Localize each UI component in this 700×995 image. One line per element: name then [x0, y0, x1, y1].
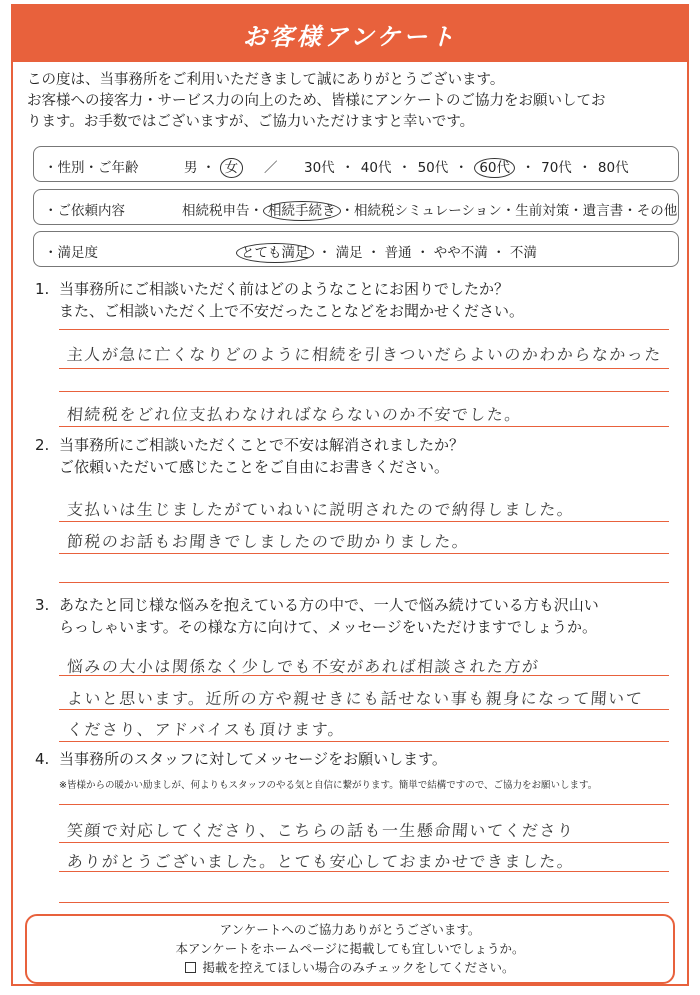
question-1 — [35, 278, 681, 322]
question-1-number: 1. — [35, 280, 50, 298]
answer-1-text-1: 主人が急に亡くなりどのように相続を引きついだらよいのかわからなかった — [66, 345, 663, 364]
gender-options — [184, 156, 243, 176]
gender-female-selected[interactable]: 女 — [220, 158, 244, 178]
title-bar — [13, 6, 687, 62]
question-3-line-1: あなたと同じ様な悩みを抱えている方の中で、一人で悩み続けている方も沢山い — [59, 596, 599, 614]
footer-line-3: 掲載を控えてほしい場合のみチェックをしてください。 — [202, 960, 515, 975]
question-3-line-2: らっしゃいます。その様な方に向けて、メッセージをいただけますでしょうか。 — [59, 618, 598, 636]
answer-4-text-1: 笑顔で対応してくださり、こちらの話も一生懸命聞いてくださり — [66, 821, 576, 840]
answer-2-text-2: 節税のお話もお聞きでしましたので助かりました。 — [66, 532, 471, 551]
answer-2-text-1: 支払いは生じましたがていねいに説明されたので納得しました。 — [66, 500, 576, 519]
page-title: お客様アンケート — [242, 22, 458, 51]
gender-separator: ・ — [201, 160, 216, 176]
gender-age-label: ・性別・ご年齢 — [44, 160, 139, 176]
gender-male[interactable]: 男 — [184, 160, 198, 176]
consent-checkbox[interactable] — [185, 962, 196, 973]
request-opt-others[interactable]: 相続税シミュレーション・生前対策・遺言書・その他 — [354, 203, 678, 219]
answer-1-text-2: 相続税をどれ位支払わなければならないのか不安でした。 — [66, 405, 523, 424]
satisfaction-very-satisfied-selected[interactable]: とても満足 — [236, 243, 314, 263]
answer-3-text-3: くださり、アドバイスも頂けます。 — [66, 720, 346, 739]
question-4-line-1: 当事務所のスタッフに対してメッセージをお願いします。 — [59, 750, 447, 768]
question-1-line-1: 当事務所にご相談いただく前はどのようなことにお困りでしたか？ — [59, 280, 510, 298]
question-1-line-2: また、ご相談いただく上で不安だったことなどをお聞かせください。 — [59, 302, 525, 320]
footer-line-2: 本アンケートをホームページに掲載しても宜しいでしょうか。 — [175, 941, 525, 956]
survey-sheet — [11, 4, 689, 986]
age-30[interactable]: 30代 — [304, 160, 335, 176]
request-field — [33, 189, 679, 225]
question-2 — [35, 434, 681, 478]
satisfaction-field — [33, 231, 679, 267]
age-options: 30代 ・ 40代 ・ 50代 ・ 60代 ・ 70代 ・ 80代 — [304, 160, 629, 176]
request-label: ・ご依頼内容 — [44, 203, 125, 219]
question-4 — [35, 748, 681, 770]
request-opt-procedure-selected[interactable]: 相続手続き — [263, 201, 341, 221]
age-50[interactable]: 50代 — [417, 160, 449, 176]
age-70[interactable]: 70代 — [541, 160, 572, 176]
footer-box — [25, 914, 675, 984]
satisfaction-label: ・満足度 — [44, 245, 98, 261]
answer-3-text-1: 悩みの大小は関係なく少しでも不安があれば相談された方が — [66, 657, 541, 676]
question-2-line-2: ご依頼いただいて感じたことをご自由にお書きください。 — [59, 458, 450, 476]
satisfaction-other-options[interactable]: ・ 満足 ・ 普通 ・ やや不満 ・ 不満 — [317, 245, 537, 261]
age-60-selected[interactable]: 60代 — [474, 158, 515, 178]
satisfaction-options — [236, 241, 537, 261]
request-options: 相続税申告・ 相続手続き ・相続税シミュレーション・生前対策・遺言書・その他 — [182, 203, 678, 219]
question-3 — [35, 594, 681, 638]
intro-line-3: ります。お手数ではございますが、ご協力いただけますと幸いです。 — [27, 114, 475, 130]
age-80[interactable]: 80代 — [597, 160, 629, 176]
intro-line-1: この度は、当事務所をご利用いただきまして誠にありがとうございます。 — [27, 72, 505, 88]
question-4-note: ※皆様からの暖かい励ましが、何よりもスタッフのやる気と自信に繋がります。簡単で結構ですので、ご協力をお願いします。 — [59, 780, 598, 791]
question-2-line-1: 当事務所にご相談いただくことで不安は解消されましたか？ — [59, 436, 465, 454]
gender-age-divider: ／ — [264, 160, 278, 176]
intro-line-2: お客様への接客力・サービス力の向上のため、皆様にアンケートのご協力をお願いしてお — [27, 93, 606, 109]
footer-consent — [27, 958, 673, 977]
footer-line-1: アンケートへのご協力ありがとうございます。 — [219, 922, 481, 937]
age-40[interactable]: 40代 — [360, 160, 392, 176]
intro-text — [27, 70, 677, 133]
question-3-number: 3. — [35, 596, 50, 614]
request-opt-tax-filing[interactable]: 相続税申告 — [182, 203, 250, 219]
question-4-number: 4. — [35, 750, 50, 768]
answer-3-text-2: よいと思います。近所の方や親せきにも話せない事も親身になって聞いて — [66, 689, 644, 708]
gender-age-field — [33, 146, 679, 182]
question-2-number: 2. — [35, 436, 50, 454]
answer-4-text-2: ありがとうございました。とても安心しておまかせできました。 — [66, 852, 576, 871]
